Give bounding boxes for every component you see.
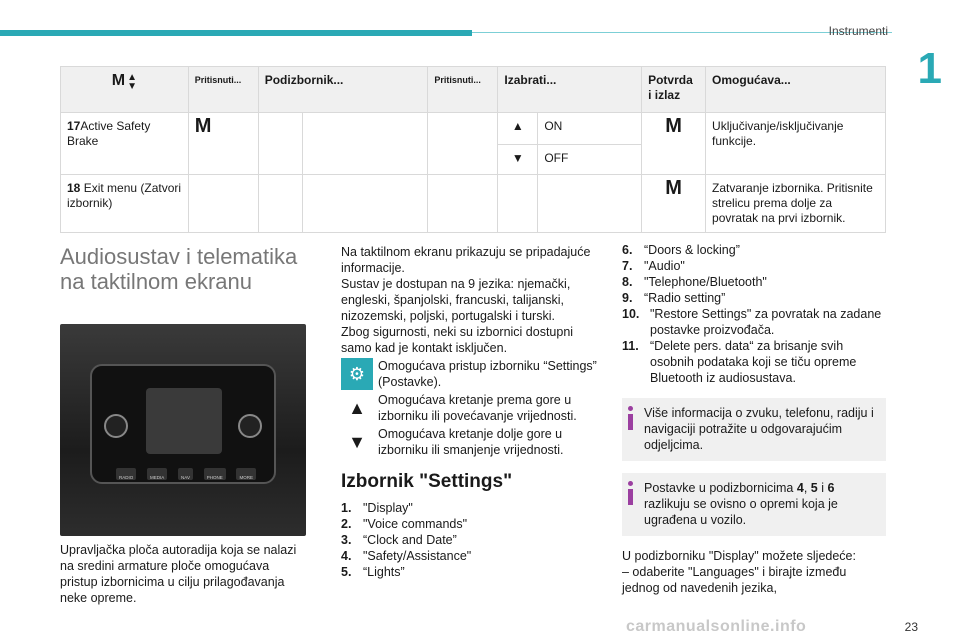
arrow-down-icon: ▼ xyxy=(498,145,538,175)
column-1 xyxy=(60,244,306,606)
radio-btn-phone: PHONE xyxy=(204,468,226,480)
radio-screen xyxy=(146,388,222,454)
list-item: 1. "Display" xyxy=(341,501,413,515)
list-item: 10. "Restore Settings" za povratak na zadane postavke proizvođača. xyxy=(622,307,882,337)
settings-gear-icon: ⚙ xyxy=(341,358,373,390)
radio-button-row xyxy=(116,468,256,480)
list-item: 6. “Doors & locking” xyxy=(622,243,740,257)
icon-row-down: ▼ Omogućava kretanje dolje gore u izborniku ili smanjenje vrijednosti. xyxy=(341,426,603,458)
column-3 xyxy=(622,242,886,596)
table-header-row xyxy=(61,67,886,113)
header-accent-bar xyxy=(0,30,472,36)
info-icon xyxy=(628,481,633,505)
table-row xyxy=(61,113,886,145)
icon-row-up: ▲ Omogućava kretanje prema gore u izborniku ili povećavanje vrijednosti. xyxy=(341,392,603,424)
radio-btn-media: MEDIA xyxy=(147,468,167,480)
header-podizbornik: Podizbornik... xyxy=(258,67,428,113)
display-item: – odaberite "Languages" i birajte između jednog od navedenih jezika, xyxy=(622,565,847,595)
browse-knob-icon xyxy=(238,414,262,438)
radio-btn-more: MORE xyxy=(236,468,256,480)
icon-row-settings: ⚙ Omogućava pristup izborniku “Settings” (Postavke). xyxy=(341,358,603,390)
row17-desc: Uključivanje/isključivanje funkcije. xyxy=(706,113,886,175)
photo-caption: Upravljačka ploča autoradija koja se nalazi na sredini armature ploče omogućava pristup izbornicima u cilju prilagođavanja neke opreme. xyxy=(60,543,297,605)
list-item: 9. “Radio setting” xyxy=(622,291,726,305)
settings-list-a xyxy=(341,500,603,580)
settings-list-b xyxy=(622,242,886,386)
settings-menu-heading: Izbornik "Settings" xyxy=(341,471,513,492)
safety-text: Zbog sigurnosti, neki su izbornici dostupni samo kad je kontakt isključen. xyxy=(341,325,574,355)
header-potvrda: Potvrda i izlaz xyxy=(642,67,706,113)
arrow-down-icon: ▼ xyxy=(341,426,373,458)
m-button-icon: M xyxy=(665,115,682,137)
header-pritisnuti-1: Pritisnuti... xyxy=(188,67,258,113)
row17-m-cell xyxy=(188,113,258,175)
header-izabrati: Izabrati... xyxy=(498,67,642,113)
arrow-up-icon: ▲ xyxy=(341,392,373,424)
list-item: 7. "Audio" xyxy=(622,259,685,273)
radio-panel-photo xyxy=(60,324,306,536)
m-button-icon: M xyxy=(194,115,212,137)
watermark: carmanualsonline.info xyxy=(626,618,807,635)
m-button-icon: M xyxy=(665,177,682,199)
list-item: 3. “Clock and Date” xyxy=(341,533,457,547)
list-item: 5. “Lights” xyxy=(341,565,405,579)
row18-confirm xyxy=(642,175,706,233)
row17-off: OFF xyxy=(538,145,642,175)
info-box-2: Postavke u podizbornicima 4, 5 i 6 razlikuju se ovisno o opremi koja je ugrađena u vozilo. xyxy=(622,473,886,536)
header-m-cell xyxy=(61,67,189,113)
row17-name: 17Active Safety Brake xyxy=(61,113,189,175)
intro-text: Na taktilnom ekranu prikazuju se pripadajuće informacije. xyxy=(341,245,591,275)
row17-on: ON xyxy=(538,113,642,145)
radio-faceplate xyxy=(90,364,276,484)
display-intro: U podizborniku "Display" možete sljedeće: xyxy=(622,549,856,563)
languages-text: Sustav je dostupan na 9 jezika: njemački, engleski, španjolski, francuski, talijanski, nizozemski, poljski, portugalski i turski. xyxy=(341,277,571,323)
column-2 xyxy=(341,244,603,580)
section-title: Instrumenti xyxy=(828,24,888,38)
list-item: 4. "Safety/Assistance" xyxy=(341,549,472,563)
list-item: 8. "Telephone/Bluetooth" xyxy=(622,275,767,289)
table-row xyxy=(61,175,886,233)
list-item: 2. "Voice commands" xyxy=(341,517,468,531)
m-button-icon: M xyxy=(111,72,126,90)
volume-knob-icon xyxy=(104,414,128,438)
menu-table xyxy=(60,66,886,233)
row17-confirm xyxy=(642,113,706,175)
chapter-number: 1 xyxy=(917,44,942,93)
info-icon xyxy=(628,406,633,430)
radio-btn-nav: NAV xyxy=(178,468,193,480)
arrow-up-icon: ▲ xyxy=(498,113,538,145)
up-down-arrows-icon: ▲ ▼ xyxy=(127,72,137,92)
section-heading: Audiosustav i telematika na taktilnom ekranu xyxy=(60,244,298,294)
header-omogucava: Omogućava... xyxy=(706,67,886,113)
list-item: 11. “Delete pers. data“ za brisanje svih osobnih podataka koji se tiču opreme Bluetooth iz audiosustava. xyxy=(622,339,857,385)
info-box-1: Više informacija o zvuku, telefonu, radiju i navigaciji potražite u odgovarajućim odjeljcima. xyxy=(622,398,886,461)
row18-desc: Zatvaranje izbornika. Pritisnite strelicu prema dolje za povratak na prvi izbornik. xyxy=(706,175,886,233)
page-number: 23 xyxy=(904,620,918,634)
row18-name: 18 Exit menu (Zatvori izbornik) xyxy=(61,175,189,233)
header-pritisnuti-2: Pritisnuti... xyxy=(428,67,498,113)
radio-btn-radio: RADIO xyxy=(116,468,136,480)
